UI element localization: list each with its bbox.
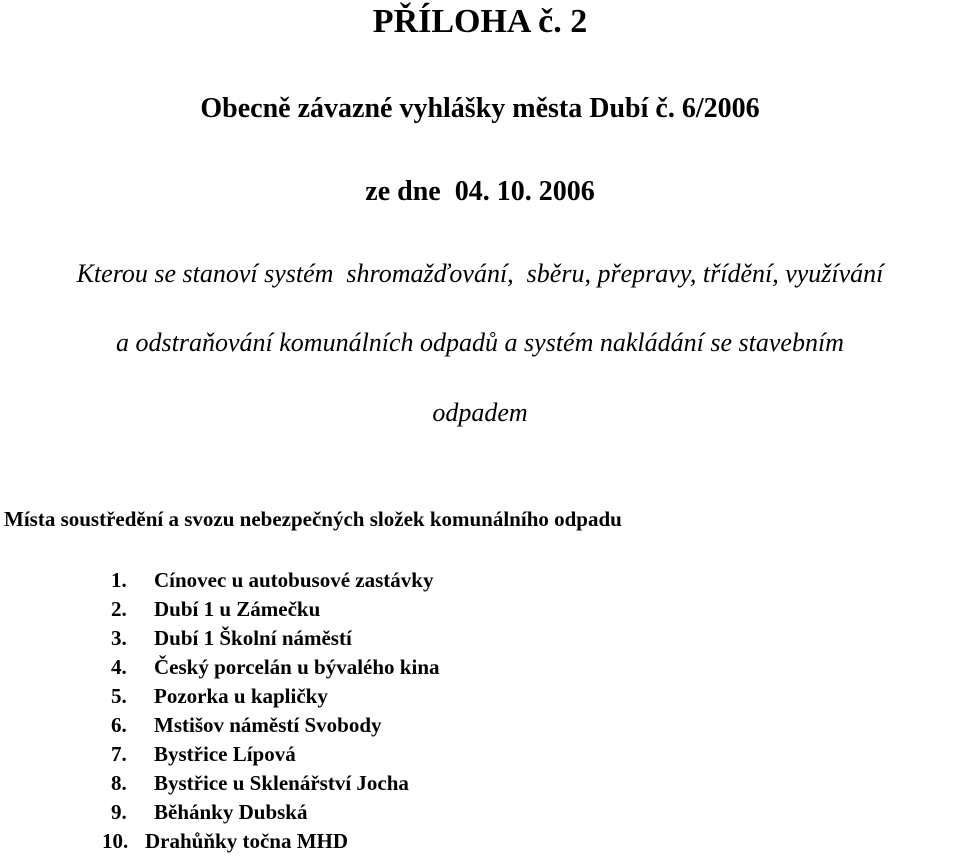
list-item-number: 2. — [111, 597, 127, 621]
list-item-text: Český porcelán u bývalého kina — [154, 655, 440, 679]
list-item-number: 6. — [111, 713, 127, 737]
list-item — [102, 827, 440, 856]
document-subtitle: Obecně závazné vyhlášky města Dubí č. 6/2006 — [200, 93, 760, 124]
section-heading: Místa soustředění a svozu nebezpečných složek komunálního odpadu — [4, 507, 622, 531]
list-item-number: 8. — [111, 771, 127, 795]
list-item-text: Dubí 1 Školní náměstí — [154, 626, 352, 650]
list-item — [111, 798, 440, 827]
list-item-text: Drahůňky točna MHD — [145, 829, 349, 853]
list-item-text: Bystřice Lípová — [154, 742, 296, 766]
list-item — [111, 566, 440, 595]
list-item-text: Cínovec u autobusové zastávky — [154, 568, 434, 592]
description-line-2: a odstraňování komunálních odpadů a systém nakládání se stavebním — [116, 328, 844, 357]
list-item-text: Bystřice u Sklenářství Jocha — [154, 771, 409, 795]
description-line-3: odpadem — [432, 398, 528, 427]
list-item-number: 9. — [111, 800, 127, 824]
document-date: ze dne 04. 10. 2006 — [365, 176, 595, 207]
list-item-number: 1. — [111, 568, 127, 592]
list-item-text: Pozorka u kapličky — [154, 684, 328, 708]
list-item-number: 4. — [111, 655, 127, 679]
list-item — [111, 595, 440, 624]
list-item — [111, 624, 440, 653]
list-item — [111, 769, 440, 798]
document-title: PŘÍLOHA č. 2 — [372, 3, 588, 40]
locations-list — [102, 566, 440, 856]
list-item — [111, 682, 440, 711]
list-item-number: 7. — [111, 742, 127, 766]
list-item-number: 10. — [102, 829, 129, 853]
list-item-number: 3. — [111, 626, 127, 650]
description-line-1: Kterou se stanoví systém shromažďování, sběru, přepravy, třídění, využívání — [76, 259, 884, 288]
list-item-text: Běhánky Dubská — [154, 800, 308, 824]
list-item-number: 5. — [111, 684, 127, 708]
list-item — [111, 653, 440, 682]
list-item — [111, 711, 440, 740]
list-item — [111, 740, 440, 769]
list-item-text: Mstišov náměstí Svobody — [154, 713, 382, 737]
list-item-text: Dubí 1 u Zámečku — [154, 597, 321, 621]
